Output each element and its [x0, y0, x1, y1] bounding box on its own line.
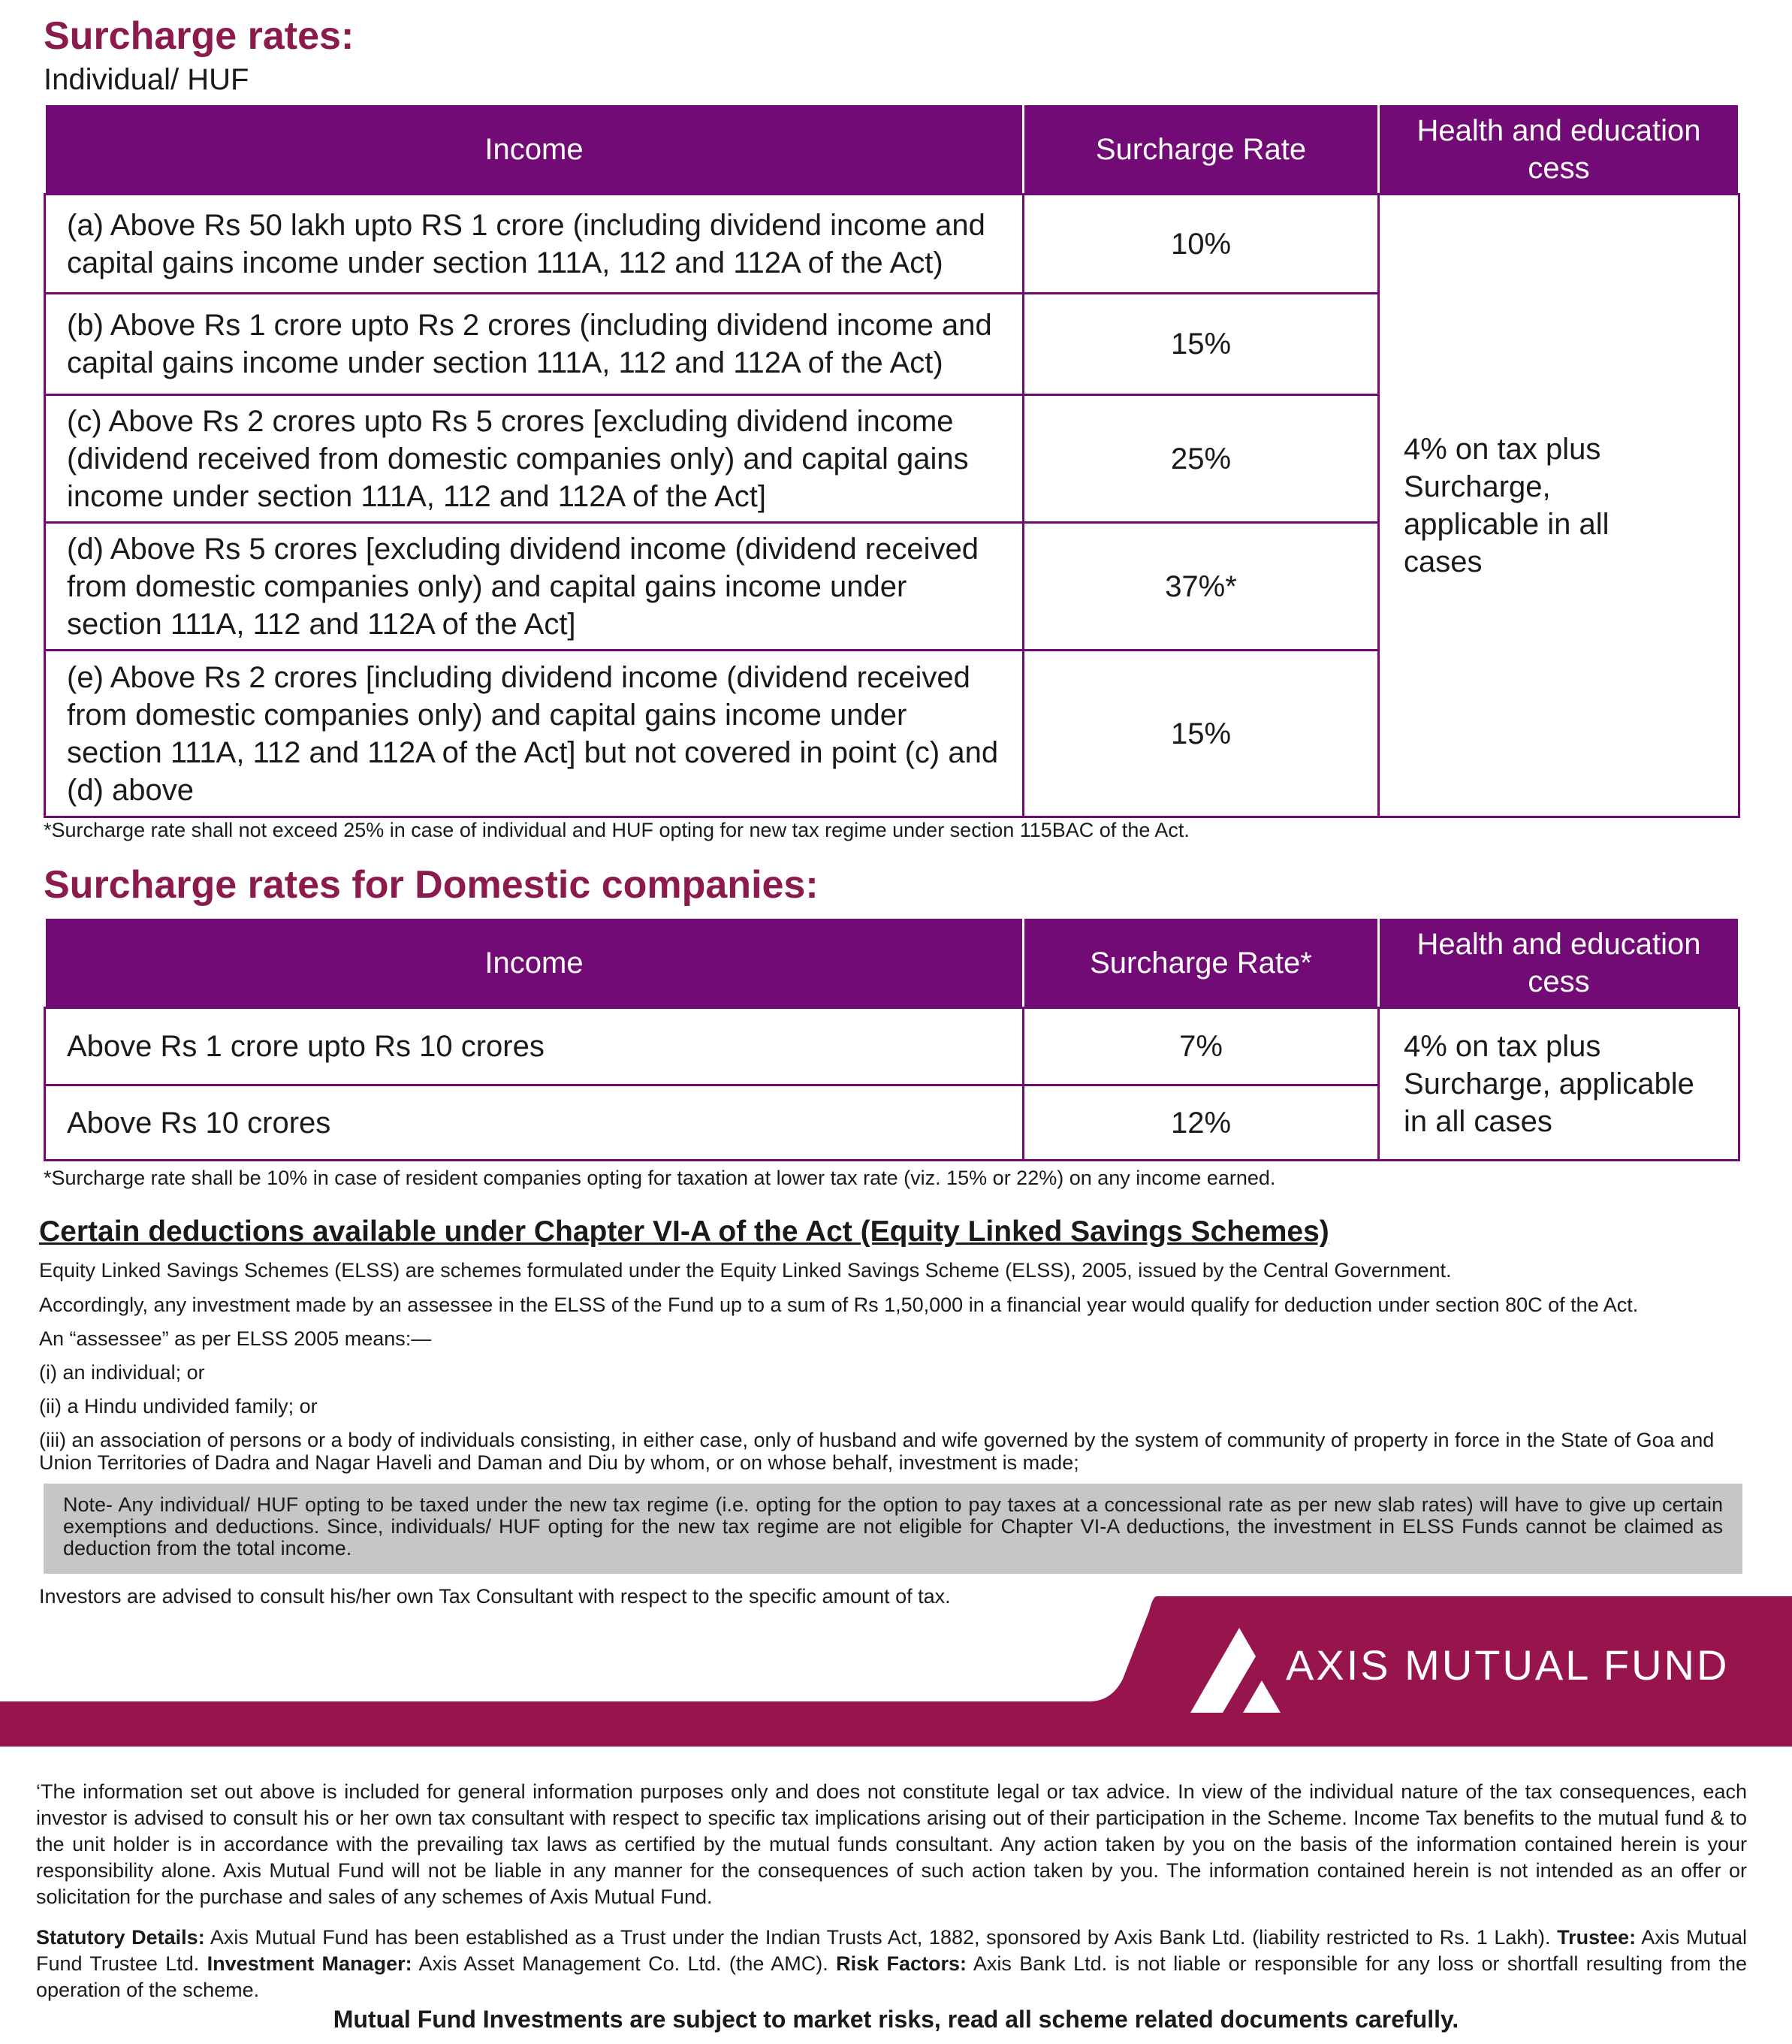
investment-manager-label: Investment Manager:	[207, 1952, 412, 1975]
income-cell: (c) Above Rs 2 crores upto Rs 5 crores [excluding dividend income (dividend received from domestic companies only) and capital gains income under section 111A, 112 and 112A of the Act]	[45, 395, 1024, 523]
income-cell: Above Rs 10 crores	[45, 1085, 1024, 1161]
income-cell: (b) Above Rs 1 crore upto Rs 2 crores (including dividend income and capital gains income under section 111A, 112 and 112A of the Act)	[45, 294, 1024, 395]
section1-footnote: *Surcharge rate shall not exceed 25% in case of individual and HUF opting for new tax regime under section 115BAC of the Act.	[44, 819, 1190, 841]
brand-name: AXIS MUTUAL FUND	[1286, 1641, 1730, 1689]
cess-cell: 4% on tax plus Surcharge, applicable in all cases	[1379, 1008, 1739, 1161]
risk-factors-text: Axis Bank Ltd. is not liable or responsible for any loss or shortfall resulting from the operation of the scheme.	[36, 1952, 1747, 2001]
section1-title: Surcharge rates:	[44, 14, 354, 58]
rate-cell: 7%	[1024, 1008, 1379, 1085]
table-row	[45, 195, 1739, 294]
new-tax-regime-note: Note- Any individual/ HUF opting to be taxed under the new tax regime (i.e. opting for the option to pay taxes at a concessional rate as per new slab rates) will have to give up certain exemptions and deductions. Since, individuals/ HUF opting for the new tax regime are not eligible for Chapter VI-A deductions, the investment in ELSS Funds cannot be claimed as deduction from the total income.	[44, 1484, 1742, 1574]
elss-line: (ii) a Hindu undivided family; or	[39, 1395, 318, 1418]
rate-cell: 25%	[1024, 395, 1379, 523]
income-cell: (e) Above Rs 2 crores [including dividend income (dividend received from domestic companies only) and capital gains income under section 111A, 112 and 112A of the Act] but not covered in point (c) and (d) above	[45, 651, 1024, 817]
header-income: Income	[45, 918, 1024, 1008]
rate-cell: 10%	[1024, 195, 1379, 294]
elss-line: (iii) an association of persons or a body of individuals consisting, in either case, only of husband and wife governed by the system of community of property in force in the State of Goa and Union Territories of Dadra and Nagar Haveli and Daman and Diu by whom, or on whose behalf, investment is made;	[39, 1429, 1715, 1474]
header-cess: Health and education cess	[1379, 104, 1739, 195]
trustee-label: Trustee:	[1557, 1926, 1637, 1949]
rate-cell: 15%	[1024, 294, 1379, 395]
header-income: Income	[45, 104, 1024, 195]
header-cess: Health and education cess	[1379, 918, 1739, 1008]
header-surcharge-rate: Surcharge Rate	[1024, 104, 1379, 195]
table-header-row	[45, 918, 1739, 1008]
risk-factors-label: Risk Factors:	[836, 1952, 967, 1975]
section1-subtitle: Individual/ HUF	[44, 63, 249, 96]
income-cell: (a) Above Rs 50 lakh upto RS 1 crore (including dividend income and capital gains income under section 111A, 112 and 112A of the Act)	[45, 195, 1024, 294]
statutory-text: Axis Mutual Fund has been established as a Trust under the Indian Trusts Act, 1882, sponsored by Axis Bank Ltd. (liability restricted to Rs. 1 Lakh).	[204, 1926, 1558, 1949]
domestic-surcharge-table	[44, 916, 1740, 1161]
section2-footnote: *Surcharge rate shall be 10% in case of resident companies opting for taxation at lower tax rate (viz. 15% or 22%) on any income earned.	[44, 1167, 1276, 1189]
statutory-details	[36, 1925, 1747, 2003]
individual-surcharge-table	[44, 103, 1740, 818]
cess-cell: 4% on tax plus Surcharge, applicable in all cases	[1379, 195, 1739, 817]
rate-cell: 12%	[1024, 1085, 1379, 1161]
table-row	[45, 1008, 1739, 1085]
market-risk-statement: Mutual Fund Investments are subject to market risks, read all scheme related documents carefully.	[333, 2006, 1459, 2033]
elss-line: Equity Linked Savings Schemes (ELSS) are schemes formulated under the Equity Linked Savings Scheme (ELSS), 2005, issued by the Central Government.	[39, 1259, 1452, 1282]
elss-line: Accordingly, any investment made by an assessee in the ELSS of the Fund up to a sum of Rs 1,50,000 in a financial year would qualify for deduction under section 80C of the Act.	[39, 1294, 1639, 1316]
disclaimer-text: ‘The information set out above is included for general information purposes only and does not constitute legal or tax advice. In view of the individual nature of the tax consequences, each investor is advised to consult his or her own tax consultant with respect to specific tax implications arising out of their participation in the Scheme. Income Tax benefits to the mutual fund & to the unit holder is in accordance with the prevailing tax laws as certified by the mutual funds consultant. Any action taken by you on the basis of the information contained herein is your responsibility alone. Axis Mutual Fund will not be liable in any manner for the consequences of such action taken by you. The information contained herein is not intended as an offer or solicitation for the purchase and sales of any schemes of Axis Mutual Fund.	[36, 1780, 1747, 1908]
trustee-text: Axis Mutual Fund Trustee Ltd.	[36, 1926, 1747, 1975]
section2-title: Surcharge rates for Domestic companies:	[44, 863, 819, 907]
income-cell: (d) Above Rs 5 crores [excluding dividend income (dividend received from domestic companies only) and capital gains income under section 111A, 112 and 112A of the Act]	[45, 523, 1024, 651]
income-cell: Above Rs 1 crore upto Rs 10 crores	[45, 1008, 1024, 1085]
elss-line: (i) an individual; or	[39, 1361, 205, 1384]
statutory-label: Statutory Details:	[36, 1926, 205, 1949]
rate-cell: 37%*	[1024, 523, 1379, 651]
investment-manager-text: Axis Asset Management Co. Ltd. (the AMC).	[412, 1952, 837, 1975]
table-header-row	[45, 104, 1739, 195]
elss-title: Certain deductions available under Chapter VI-A of the Act (Equity Linked Savings Schemes)	[39, 1215, 1329, 1248]
rate-cell: 15%	[1024, 651, 1379, 817]
header-surcharge-rate: Surcharge Rate*	[1024, 918, 1379, 1008]
elss-line: An “assessee” as per ELSS 2005 means:—	[39, 1327, 432, 1350]
tax-consultant-advice: Investors are advised to consult his/her own Tax Consultant with respect to the specific amount of tax.	[39, 1585, 951, 1608]
